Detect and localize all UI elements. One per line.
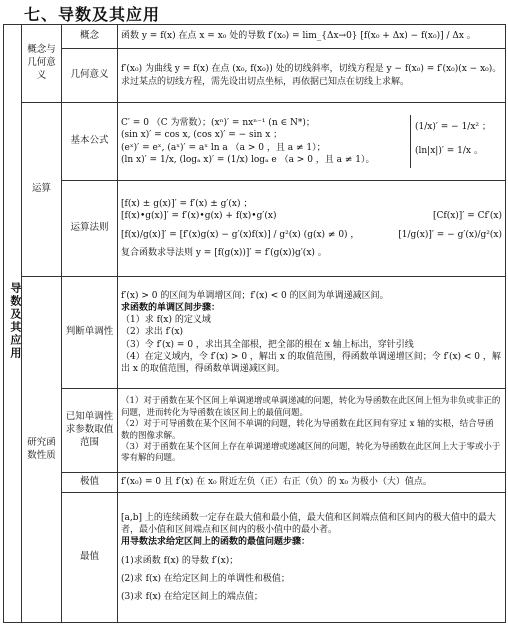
mono-line-5: （3）令 f′(x) = 0 ，求出其全部根，把全部的根在 x 轴上标出，穿针引线 — [121, 339, 414, 350]
section-title: 七、导数及其应用 — [24, 5, 161, 24]
geo-text: f′(x₀) 为曲线 y = f(x) 在点 (x₀, f(x₀)) 处的切线斜率，切线方程是 y − f(x₀) = f′(x₀)(x − x₀)。求过某点的切线方程，需先设出切点坐标，再依据已知点在切线上求解。 — [118, 49, 506, 103]
basic-label: 基本公式 — [62, 103, 118, 181]
rules-cell — [118, 181, 506, 277]
mono-label: 判断单调性 — [62, 277, 118, 389]
extreme-label: 极值 — [62, 473, 118, 493]
param-line-1: （1）对于函数在某个区间上单调递增或单调递减的问题，转化为导函数在此区间上恒为非负或非正的问题，进而转化为导函数在该区间上的最值问题。 — [121, 396, 501, 418]
max-line-1: [a,b] 上的连续函数一定存在最大值和最小值，最大值和区间端点值和区间内的极大值中的最大者，最小值和区间端点和区间内的极小值中的最小者。 — [121, 513, 496, 536]
param-cell — [118, 389, 506, 473]
geo-label: 几何意义 — [62, 49, 118, 103]
mono-line-4: （2）求出 f′(x) — [121, 327, 184, 338]
basic-right-1: (1/x)′ = − 1/x² ； — [415, 122, 491, 133]
rules-right-1: [Cf(x)]′ = Cf′(x) — [432, 211, 502, 222]
max-line-4: (2)求 f(x) 在给定区间上的单调性和极值； — [121, 573, 290, 584]
concept-group-cell — [22, 25, 62, 103]
main-topic-label: 导数及其应用 — [8, 282, 22, 361]
basic-line-1: C′ = 0 （C 为常数）；(xⁿ)′ = nxⁿ⁻¹ (n ∈ N*)； — [121, 118, 315, 129]
basic-formulas-cell — [118, 103, 506, 181]
ops-group-label: 运算 — [31, 183, 51, 195]
ops-group-cell — [22, 103, 62, 277]
rules-line-2 — [121, 210, 502, 222]
concept-label: 概念 — [62, 25, 118, 49]
param-label: 已知单调性求参数取值范围 — [62, 389, 118, 473]
max-line-5: (3)求 f(x) 在给定区间上的端点值； — [121, 591, 263, 602]
mono-line-3: （1）求 f(x) 的定义域 — [121, 315, 211, 326]
rules-line-2-text: [f(x)•g(x)]′ = f′(x)•g(x) + f(x)•g′(x) — [121, 211, 277, 222]
basic-right-2: (ln|x|)′ = 1/x 。 — [415, 146, 483, 157]
param-line-2: （2）对于可导函数在某个区间不单调的问题，转化为导函数在此区间有穿过 x 轴的实根，结合导函数的图像求解。 — [121, 419, 494, 441]
max-label: 最值 — [62, 493, 118, 623]
mono-cell — [118, 277, 506, 389]
max-cell — [118, 493, 506, 623]
basic-line-4: (ln x)′ = 1/x, (logₐ x)′ = (1/x) logₐ e （a > 0 ，且 a ≠ 1）。 — [121, 154, 375, 165]
basic-line-3: (eˣ)′ = eˣ, (aˣ)′ = aˣ ln a （a > 0 ，且 a ≠ 1）； — [121, 142, 326, 153]
rules-label: 运算法则 — [62, 181, 118, 277]
basic-line-2: (sin x)′ = cos x, (cos x)′ = − sin x ； — [121, 130, 283, 141]
mono-line-6: （4）在定义域内，令 f′(x) > 0 ，解出 x 的取值范围，得函数单调递增区间；令 f′(x) < 0 ，解出 x 的取值范围，得函数单调递减区间。 — [121, 351, 501, 374]
rules-line-1: [f(x) ± g(x)]′ = f′(x) ± g′(x) ； — [121, 199, 253, 210]
max-line-2: 用导数法求给定区间上的函数的最值问题步骤： — [121, 537, 311, 548]
main-topic-cell — [4, 25, 22, 623]
rules-line-4: 复合函数求导法则 y = [f(g(x))]′ = f′(g(x))g′(x) 。 — [121, 247, 327, 258]
param-line-3: （3）对于函数在某个区间上存在单调递增或递减区间的问题，转化为导函数在此区间上大于零或小于零有解的问题。 — [121, 441, 501, 464]
concept-group-label: 概念与几何意义 — [27, 44, 56, 81]
max-line-3: (1)求函数 f(x) 的导数 f′(x)； — [121, 555, 239, 566]
rules-line-3-text: [f(x)/g(x)]′ = [f′(x)g(x) − g′(x)f(x)] / g²(x) (g(x) ≠ 0) ， — [121, 229, 360, 240]
mono-line-2: 求函数的单调区间步骤： — [121, 303, 221, 314]
rules-right-2: [1/g(x)]′ = − g′(x)/g²(x) — [398, 229, 502, 240]
study-group-label: 研究函数性质 — [27, 436, 56, 461]
concept-text: 函数 y = f(x) 在点 x = x₀ 处的导数 f′(x₀) = lim_{Δx→0} [f(x₀ + Δx) − f(x₀)] / Δx 。 — [118, 25, 506, 49]
study-group-cell — [22, 277, 62, 623]
mono-line-1: f′(x) > 0 的区间为单调增区间；f′(x) < 0 的区间为单调递减区间。 — [121, 291, 389, 301]
extreme-text: f′(x₀) = 0 且 f′(x) 在 x₀ 附近左负（正）右正（负）的 x₀ 为极小（大）值点。 — [118, 473, 506, 493]
derivative-table — [3, 24, 506, 623]
rules-line-3 — [121, 229, 502, 241]
